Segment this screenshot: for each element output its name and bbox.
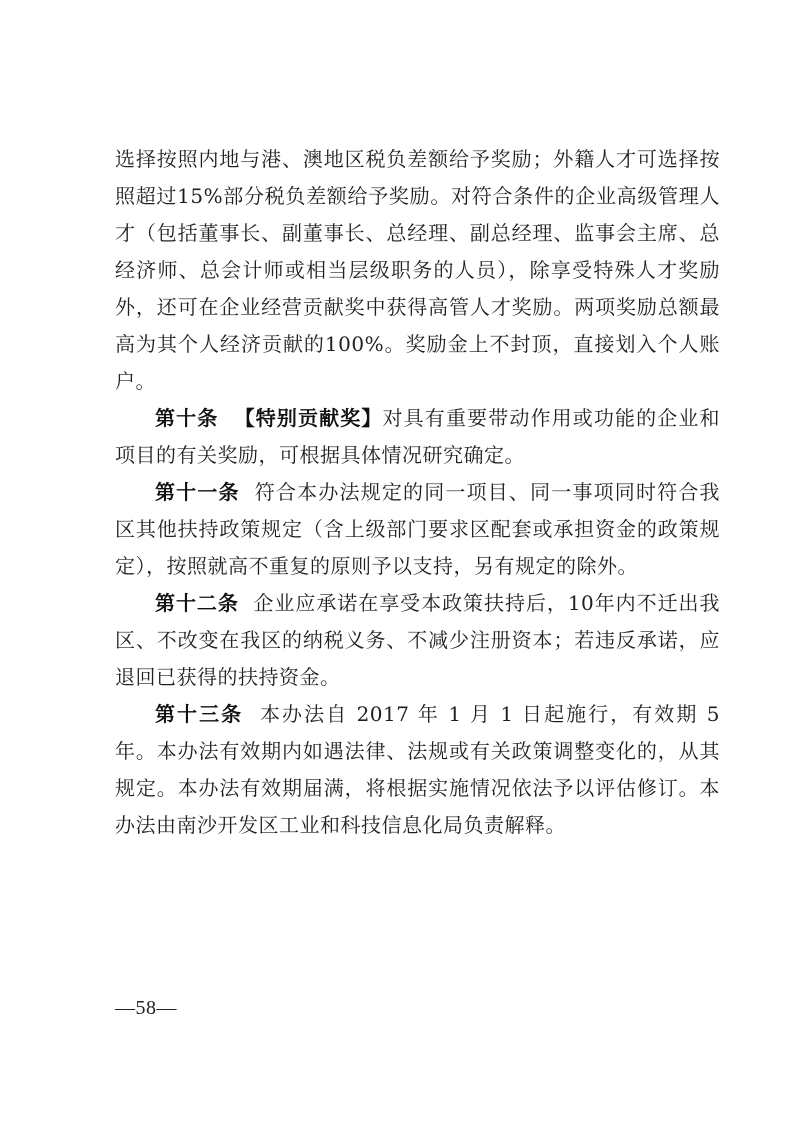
article-subtitle: 【特别贡献奖】	[234, 406, 383, 430]
article-heading: 第十三条	[155, 702, 244, 726]
paragraph-text: 选择按照内地与港、澳地区税负差额给予奖励；外籍人才可选择按照超过15%部分税负差额给予奖励。对符合条件的企业高级管理人才（包括董事长、副董事长、总经理、副总经理、监事会主席、总经济师、总会计师或相当层级职务的人员），除享受特殊人才奖励外，还可在企业经营贡献奖中获得高管人才奖励。两项奖励总额最高为其个人经济贡献的100%。奖励金上不封顶，直接划入个人账户。	[115, 147, 720, 393]
article-10	[115, 400, 720, 474]
article-heading: 第十二条	[155, 591, 239, 615]
article-13	[115, 696, 720, 844]
article-text: 企业应承诺在享受本政策扶持后，10年内不迁出我区、不改变在我区的纳税义务、不减少注册资本；若违反承诺，应退回已获得的扶持资金。	[115, 591, 721, 689]
article-11	[115, 474, 720, 585]
page-number: —58—	[115, 997, 177, 1019]
article-heading: 第十一条	[155, 480, 240, 504]
article-text: 符合本办法规定的同一项目、同一事项同时符合我区其他扶持政策规定（含上级部门要求区配套或承担资金的政策规定），按照就高不重复的原则予以支持，另有规定的除外。	[115, 480, 721, 578]
article-heading-spacer	[240, 480, 255, 504]
paragraph-continuation	[115, 141, 720, 400]
article-text: 对具有重要带动作用或功能的企业和项目的有关奖励，可根据具体情况研究确定。	[115, 406, 721, 467]
article-heading: 第十条	[155, 406, 219, 430]
article-heading-spacer	[239, 591, 254, 615]
article-text: 本办法自 2017 年 1 月 1 日起施行，有效期 5 年。本办法有效期内如遇法律、法规或有关政策调整变化的，从其规定。本办法有效期届满，将根据实施情况依法予以评估修订。本办法由南沙开发区工业和科技信息化局负责解释。	[115, 702, 721, 837]
document-body	[115, 141, 720, 844]
article-heading-spacer	[243, 702, 260, 726]
article-heading-spacer	[218, 406, 234, 430]
article-12	[115, 585, 720, 696]
